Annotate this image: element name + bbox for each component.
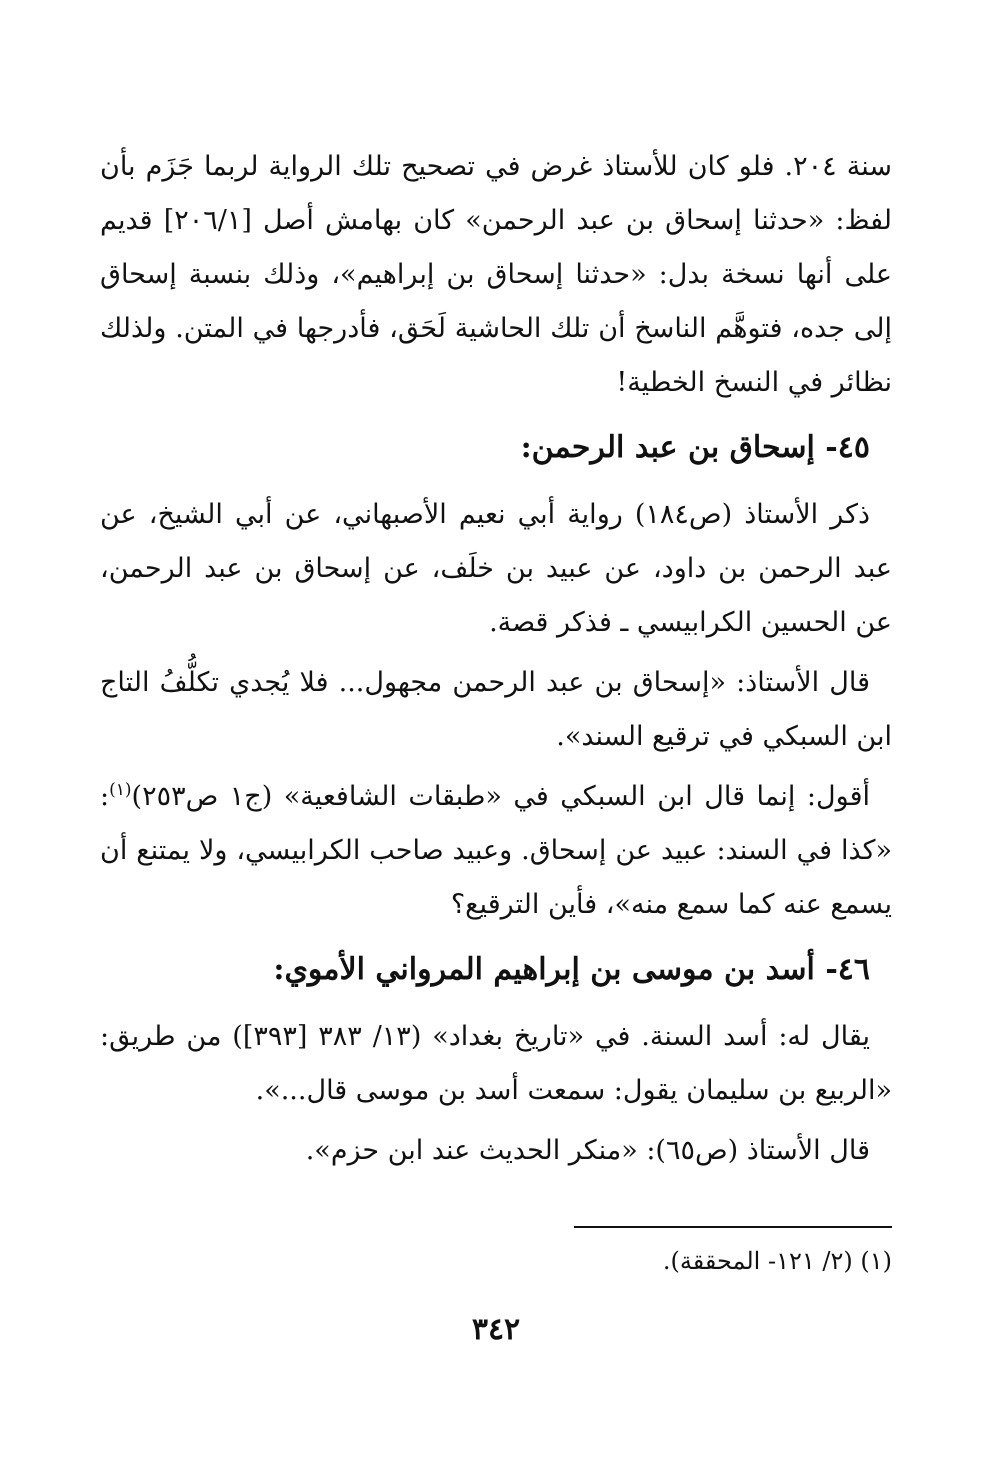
section-46-paragraph-1: يقال له: أسد السنة. في «تاريخ بغداد» (١٣/ ٣٨٣ [٣٩٣]) من طريق: «الربيع بن سليمان يقول: سمعت أسد بن موسى قال...». <box>100 1021 892 1106</box>
section-heading-45: ٤٥- إسحاق بن عبد الرحمن: <box>520 430 870 465</box>
paragraph-text: أقول: إنما قال ابن السبكي في «طبقات الشافعية» (ج١ ص٢٥٣) <box>131 781 870 812</box>
footnote-text: (٢/ ١٢١- المحققة). <box>662 1247 853 1275</box>
page-body <box>100 140 892 1178</box>
section-45-paragraph-1: ذكر الأستاذ (ص١٨٤) رواية أبي نعيم الأصبهاني، عن أبي الشيخ، عن عبد الرحمن بن داود، عن عبيد بن خلَف، عن إسحاق بن عبد الرحمن، عن الحسين الكرابيسي ـ فذكر قصة. <box>100 499 892 638</box>
footnote-reference: (١) <box>109 780 132 800</box>
page-number: ٣٤٢ <box>471 1312 521 1347</box>
section-45-paragraph-2: قال الأستاذ: «إسحاق بن عبد الرحمن مجهول... فلا يُجدي تكلُّفُ التاج ابن السبكي في ترقيع السند». <box>100 667 892 752</box>
footnote <box>100 1244 892 1278</box>
intro-paragraph: سنة ٢٠٤. فلو كان للأستاذ غرض في تصحيح تلك الرواية لربما جَزَم بأن لفظ: «حدثنا إسحاق بن عبد الرحمن» كان بهامش أصل [٢٠٦/١] قديم على أنها نسخة بدل: «حدثنا إسحاق بن إبراهيم»، وذلك بنسبة إسحاق إلى جده، فتوهَّم الناسخ أن تلك الحاشية لَحَق، فأدرجها في المتن. ولذلك نظائر في النسخ الخطية! <box>100 151 892 398</box>
section-45-paragraph-3 <box>100 770 892 932</box>
footnote-divider <box>574 1226 892 1228</box>
section-heading-46: ٤٦- أسد بن موسى بن إبراهيم المرواني الأموي: <box>273 952 870 987</box>
paragraph-text: : «كذا في السند: عبيد عن إسحاق. وعبيد صاحب الكرابيسي، ولا يمتنع أن يسمع عنه كما سمع منه»، فأين الترقيع؟ <box>100 781 892 920</box>
section-46-paragraph-2: قال الأستاذ (ص٦٥): «منكر الحديث عند ابن حزم». <box>305 1135 870 1166</box>
footnote-marker: (١) <box>860 1247 892 1275</box>
